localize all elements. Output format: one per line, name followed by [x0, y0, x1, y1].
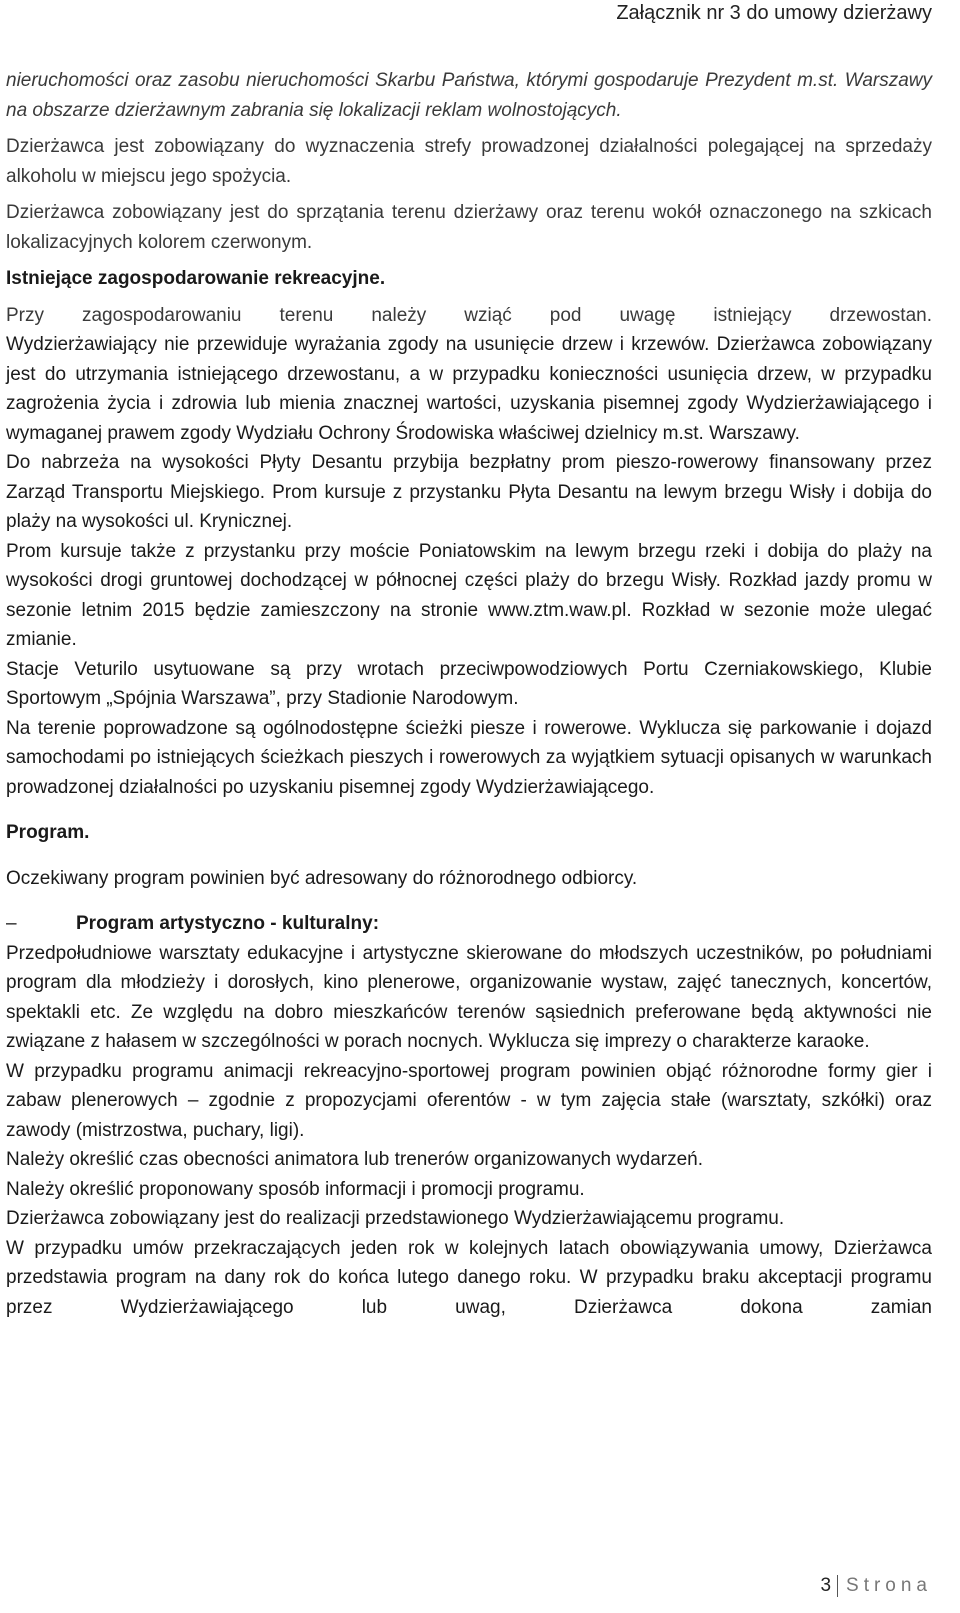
paragraph-animacja: W przypadku programu animacji rekreacyjno-sportowej program powinien objąć różnorodne formy gier i zabaw plenerowych – zgodnie z propozycjami oferentów - w tym zajęcia stałe (warsztaty, szkółki) oraz zawody (mistrzostwa, puchary, ligi). [6, 1060, 932, 1141]
paragraph-reklamy: nieruchomości oraz zasobu nieruchomości Skarbu Państwa, którymi gospodaruje Prezydent m.st. Warszawy na obszarze dzierżawnym zabrania się lokalizacji reklam wolnostojących. [6, 70, 932, 121]
paragraph-veturilo: Stacje Veturilo usytuowane są przy wrotach przeciwpowodziowych Portu Czerniakowskiego, Klubie Sportowym „Spójnia Warszawa”, przy Stadionie Narodowym. [6, 658, 932, 709]
page-number: 3 [820, 1575, 832, 1596]
list-heading: Program artystyczno - kulturalny: [76, 913, 380, 934]
list-item-program-artystyczny [6, 909, 932, 939]
heading-zagospodarowanie: Istniejące zagospodarowanie rekreacyjne. [6, 268, 386, 289]
list-dash-icon: – [6, 913, 17, 934]
paragraph-promocja: Należy określić proponowany sposób informacji i promocji programu. [6, 1178, 585, 1200]
footer-divider [837, 1575, 838, 1597]
paragraph-drzewostan: Przy zagospodarowaniu terenu należy wziąć pod uwagę istniejący drzewostan. [6, 304, 932, 326]
page-header: Załącznik nr 3 do umowy dzierżawy [616, 2, 932, 24]
paragraph-warsztaty: Przedpołudniowe warsztaty edukacyjne i artystyczne skierowane do młodszych uczestników, po południami program dla młodzieży i dorosłych, kino plenerowe, organizowanie wystaw, zajęć tanecznych, koncertów, spektakli etc. Ze względu na dobro mieszkańców terenów sąsiednich preferowane będą aktywności nie związane z hałasem w szczególności w porach nocnych. Wyklucza się imprezy o charakterze karaoke. [6, 942, 932, 1052]
page-footer [820, 1575, 932, 1597]
paragraph-animator: Należy określić czas obecności animatora lub trenerów organizowanych wydarzeń. [6, 1149, 703, 1170]
paragraph-prom-plyta-desantu: Do nabrzeża na wysokości Płyty Desantu przybija bezpłatny prom pieszo-rowerowy finansowany przez Zarząd Transportu Miejskiego. Prom kursuje z przystanku Płyta Desantu na lewym brzegu Wisły i dobija do plaży na wysokości ul. Krynicznej. [6, 452, 932, 532]
paragraph-usuniecie-drzew: Wydzierżawiający nie przewiduje wyrażania zgody na usunięcie drzew i krzewów. Dzierżawca zobowiązany jest do utrzymania istniejącego drzewostanu, a w przypadku konieczności usunięcia drzew, w przypadku zagrożenia życia i zdrowia lub mienia znacznej wartości, uzyskania pisemnej zgody Wydzierżawiającego i wymaganej prawem zgody Wydziału Ochrony Środowiska właściwej dzielnicy m.st. Warszawy. [6, 334, 932, 444]
document-body [6, 66, 932, 1322]
paragraph-sprzatanie: Dzierżawca zobowiązany jest do sprzątania terenu dzierżawy oraz terenu wokół oznaczonego na szkicach lokalizacyjnych kolorem czerwonym. [6, 202, 932, 253]
paragraph-alkohol: Dzierżawca jest zobowiązany do wyznaczenia strefy prowadzonej działalności polegającej na sprzedaży alkoholu w miejscu jego spożycia. [6, 136, 932, 187]
page-word: Strona [846, 1575, 932, 1596]
paragraph-sciezki: Na terenie poprowadzone są ogólnodostępne ścieżki piesze i rowerowe. Wyklucza się parkowanie i dojazd samochodami po istniejących ścieżkach pieszych i rowerowych za wyjątkiem sytuacji opisanych w warunkach prowadzonej działalności po uzyskaniu pisemnej zgody Wydzierżawiającego. [6, 717, 932, 798]
paragraph-umowy: W przypadku umów przekraczających jeden rok w kolejnych latach obowiązywania umowy, Dzierżawca przedstawia program na dany rok do końca lutego danego roku. W przypadku braku akceptacji programu przez Wydzierżawiającego lub uwag, Dzierżawca dokona zamian [6, 1237, 932, 1318]
heading-program: Program. [6, 822, 90, 843]
paragraph-prom-poniatowski: Prom kursuje także z przystanku przy moście Poniatowskim na lewym brzegu rzeki i dobija do plaży na wysokości drogi gruntowej dochodzącej w północnej części plaży do brzegu Wisły. Rozkład jazdy promu w sezonie letnim 2015 będzie zamieszczony na stronie www.ztm.waw.pl. Rozkład w sezonie może ulegać zmianie. [6, 540, 932, 650]
paragraph-realizacja: Dzierżawca zobowiązany jest do realizacji przedstawionego Wydzierżawiającemu programu. [6, 1208, 785, 1229]
paragraph-oczekiwany-program: Oczekiwany program powinien być adresowany do różnorodnego odbiorcy. [6, 867, 638, 889]
